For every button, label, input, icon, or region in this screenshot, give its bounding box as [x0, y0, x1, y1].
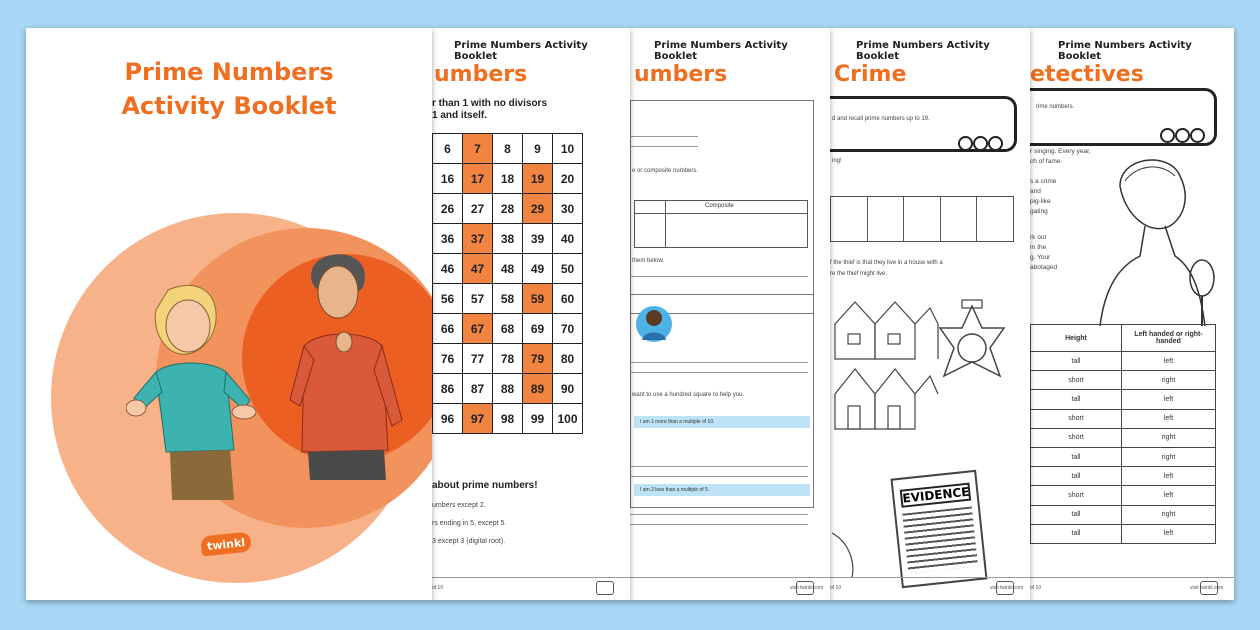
page-footer: of 10 visit twinkl.com	[1030, 577, 1234, 600]
intro-line-1: r than 1 with no divisors	[432, 98, 548, 109]
table-row	[1031, 447, 1216, 466]
height-cell: short	[1031, 409, 1122, 428]
hand-cell: left	[1122, 486, 1216, 505]
page-title: umbers	[634, 62, 728, 87]
page-header: Prime Numbers Activity Booklet	[454, 40, 588, 62]
singer-illustration	[1090, 146, 1220, 326]
clue-text-2: re the thief might live.	[830, 271, 888, 277]
booklet-page-4	[830, 28, 1030, 600]
grid-row	[433, 134, 583, 164]
hand-cell: left	[1122, 409, 1216, 428]
story-line: s a crime	[1030, 178, 1057, 185]
table-row	[1031, 409, 1216, 428]
facts-title: about prime numbers!	[432, 480, 538, 491]
height-cell: tall	[1031, 447, 1122, 466]
height-cell: short	[1031, 371, 1122, 390]
grid-cell: 10	[553, 134, 583, 164]
grid-cell: 48	[493, 254, 523, 284]
hand-cell: right	[1122, 428, 1216, 447]
police-badge-icon	[932, 298, 1012, 398]
page-title: etectives	[1030, 62, 1144, 87]
hand-cell: left	[1122, 390, 1216, 409]
grid-cell: 100	[553, 404, 583, 434]
intro-text: rime numbers.	[1036, 104, 1075, 110]
grid-cell: 37	[463, 224, 493, 254]
table-row	[1031, 390, 1216, 409]
boy-illustration	[288, 250, 418, 480]
intro-line-2: 1 and itself.	[432, 110, 488, 121]
grid-cell: 26	[433, 194, 463, 224]
twinkl-logo-icon	[796, 581, 814, 595]
cover-title-line-2: Activity Booklet	[121, 92, 337, 120]
height-cell: tall	[1031, 467, 1122, 486]
grid-cell: 39	[523, 224, 553, 254]
fact-3: 3 except 3 (digital root).	[432, 538, 506, 545]
table-row	[1031, 505, 1216, 524]
grid-row	[433, 344, 583, 374]
chain-circles	[1160, 128, 1205, 148]
story-line: ch of fame.	[1030, 158, 1063, 165]
grid-row	[433, 194, 583, 224]
character-sketch	[830, 528, 860, 578]
grid-cell: 80	[553, 344, 583, 374]
grid-cell: 79	[523, 344, 553, 374]
hand-cell: right	[1122, 447, 1216, 466]
booklet-cover	[26, 28, 432, 600]
intro-text: d and recall prime numbers up to 19.	[832, 116, 930, 122]
instruction-text: ing!	[832, 158, 842, 164]
grid-row	[433, 314, 583, 344]
grid-cell: 28	[493, 194, 523, 224]
girl-illustration	[126, 280, 276, 500]
story-line: pig-like	[1030, 198, 1051, 205]
grid-cell: 86	[433, 374, 463, 404]
grid-row	[433, 164, 583, 194]
child-avatar-icon	[632, 298, 672, 346]
grid-cell: 60	[553, 284, 583, 314]
story-line: g. Your	[1030, 254, 1051, 261]
height-cell: tall	[1031, 352, 1122, 371]
evidence-document	[890, 470, 987, 588]
grid-cell: 50	[553, 254, 583, 284]
grid-row	[433, 224, 583, 254]
grid-cell: 18	[493, 164, 523, 194]
grid-cell: 40	[553, 224, 583, 254]
grid-cell: 38	[493, 224, 523, 254]
grid-cell: 6	[433, 134, 463, 164]
table-row	[1031, 428, 1216, 447]
page-header: Prime Numbers Activity Booklet	[654, 40, 788, 62]
evidence-label: EVIDENCE	[900, 483, 971, 508]
grid-cell: 36	[433, 224, 463, 254]
grid-cell: 49	[523, 254, 553, 284]
grid-cell: 29	[523, 194, 553, 224]
grid-cell: 57	[463, 284, 493, 314]
grid-cell: 9	[523, 134, 553, 164]
col-height: Height	[1031, 325, 1122, 352]
hand-cell: right	[1122, 505, 1216, 524]
grid-cell: 47	[463, 254, 493, 284]
grid-cell: 99	[523, 404, 553, 434]
grid-cell: 78	[493, 344, 523, 374]
grid-row	[433, 404, 583, 434]
hand-cell: left	[1122, 467, 1216, 486]
grid-cell: 56	[433, 284, 463, 314]
grid-cell: 8	[493, 134, 523, 164]
hundred-square	[432, 133, 583, 434]
hand-cell: right	[1122, 371, 1216, 390]
booklet-page-2	[432, 28, 630, 600]
col-hand: Left handed or right-handed	[1122, 325, 1216, 352]
table-row	[1031, 371, 1216, 390]
grid-row	[433, 374, 583, 404]
grid-cell: 77	[463, 344, 493, 374]
grid-cell: 90	[553, 374, 583, 404]
clue-bar-1: I am 1 more than a multiple of 10.	[634, 416, 810, 428]
grid-cell: 46	[433, 254, 463, 284]
clue-bar-2: I am 2 less than a multiple of 5.	[634, 484, 810, 496]
grid-row	[433, 254, 583, 284]
height-cell: short	[1031, 486, 1122, 505]
story-line: and	[1030, 188, 1041, 195]
page-footer: of 10	[432, 577, 630, 600]
page-header: Prime Numbers Activity Booklet	[856, 40, 990, 62]
booklet-page-5	[1030, 28, 1234, 600]
sort-table	[634, 200, 808, 248]
grid-cell: 7	[463, 134, 493, 164]
grid-cell: 16	[433, 164, 463, 194]
page-footer: visit twinkl.com	[630, 577, 830, 600]
height-cell: short	[1031, 428, 1122, 447]
story-line: r singing. Every year,	[1030, 148, 1091, 155]
twinkl-logo-icon	[1200, 581, 1218, 595]
chain-circles	[958, 136, 1003, 156]
twinkl-logo-icon	[596, 581, 614, 595]
grid-cell: 70	[553, 314, 583, 344]
fact-1: umbers except 2.	[432, 502, 486, 509]
grid-cell: 30	[553, 194, 583, 224]
page-title: umbers	[434, 62, 528, 87]
page-header: Prime Numbers Activity Booklet	[1058, 40, 1192, 62]
grid-row	[433, 284, 583, 314]
grid-cell: 98	[493, 404, 523, 434]
instruction-text: e or composite numbers.	[632, 168, 699, 174]
grid-cell: 67	[463, 314, 493, 344]
clue-text-1: f the thief is that they live in a house with a	[830, 260, 943, 266]
houses-illustration	[830, 294, 940, 434]
grid-cell: 68	[493, 314, 523, 344]
height-cell: tall	[1031, 524, 1122, 543]
height-cell: tall	[1031, 390, 1122, 409]
story-line: gating	[1030, 208, 1048, 215]
table-row	[1031, 352, 1216, 371]
grid-cell: 96	[433, 404, 463, 434]
grid-cell: 58	[493, 284, 523, 314]
page-footer: of 10 visit twinkl.com	[830, 577, 1030, 600]
story-line: rk out	[1030, 234, 1047, 241]
grid-cell: 59	[523, 284, 553, 314]
table-row	[1031, 467, 1216, 486]
cover-title-line-1: Prime Numbers	[124, 58, 334, 86]
hand-cell: left	[1122, 524, 1216, 543]
grid-cell: 76	[433, 344, 463, 374]
answer-boxes	[830, 196, 1014, 242]
story-line: m the	[1030, 244, 1047, 251]
story-line: abotaged	[1030, 264, 1058, 271]
hand-cell: left	[1122, 352, 1216, 371]
grid-cell: 69	[523, 314, 553, 344]
grid-cell: 97	[463, 404, 493, 434]
table-row	[1031, 524, 1216, 543]
grid-cell: 17	[463, 164, 493, 194]
booklet-page-3	[630, 28, 830, 600]
height-cell: tall	[1031, 505, 1122, 524]
page-title: Crime	[834, 62, 907, 87]
grid-cell: 66	[433, 314, 463, 344]
instruction-text: want to use a hundred square to help you.	[632, 392, 745, 398]
suspect-table	[1030, 324, 1216, 544]
grid-cell: 87	[463, 374, 493, 404]
instruction-text: them below.	[632, 258, 665, 264]
grid-cell: 89	[523, 374, 553, 404]
table-row	[1031, 486, 1216, 505]
grid-cell: 27	[463, 194, 493, 224]
twinkl-logo-icon	[996, 581, 1014, 595]
grid-cell: 19	[523, 164, 553, 194]
fact-2: rs ending in 5, except 5.	[432, 520, 507, 527]
col-composite: Composite	[705, 203, 734, 209]
twinkl-logo: twinkl	[200, 531, 252, 556]
grid-cell: 20	[553, 164, 583, 194]
grid-cell: 88	[493, 374, 523, 404]
